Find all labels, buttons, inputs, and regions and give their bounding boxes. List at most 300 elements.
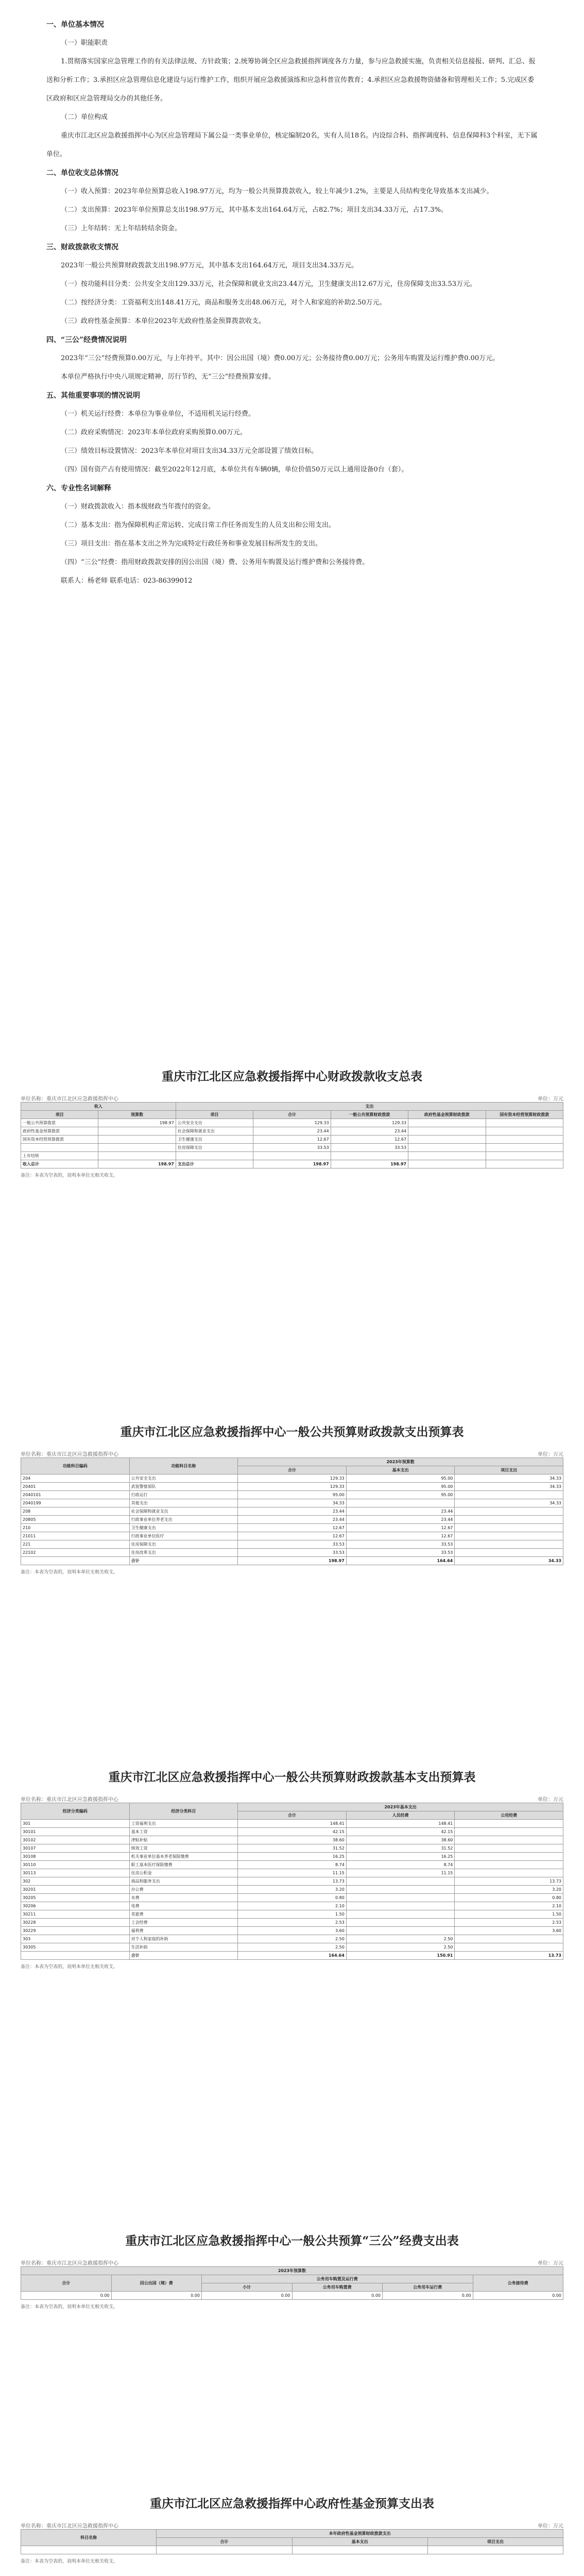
- table-cell: [408, 1119, 486, 1127]
- table-cell: 13.73: [238, 1877, 347, 1886]
- table-cell: 33.53: [238, 1549, 347, 1557]
- column-header: 2023年预算数: [21, 2267, 563, 2275]
- table-cell: 差旅费: [129, 1910, 238, 1919]
- column-header: 经济分类科目: [129, 1803, 238, 1820]
- table-cell: 0.00: [383, 2292, 473, 2300]
- table-cell: 148.41: [346, 1820, 455, 1828]
- table-cell: 30206: [21, 1902, 130, 1910]
- table-cell: 2.50: [346, 1935, 455, 1943]
- column-header: 小计: [202, 2283, 293, 2292]
- table-cell: 一般公共预算拨款: [21, 1119, 98, 1127]
- table-cell: [346, 1877, 455, 1886]
- table-cell: 129.33: [253, 1119, 331, 1127]
- table-cell: [176, 1152, 253, 1160]
- table-cell: 工资福利支出: [129, 1820, 238, 1828]
- table-cell: 社会保障和就业支出: [129, 1507, 238, 1516]
- table-cell: [486, 1127, 563, 1136]
- table-cell: [98, 1144, 176, 1152]
- table-cell: 301: [21, 1820, 130, 1828]
- table-cell: 30211: [21, 1910, 130, 1919]
- table-cell: [346, 1902, 455, 1910]
- paragraph: （四）“三公”经费：指用财政拨款安排的因公出国（境）费、公务用车购置及运行维护费和公务接待费。: [61, 558, 369, 566]
- table-row: [21, 2546, 563, 2554]
- table-cell: 行政事业单位医疗: [129, 1532, 238, 1540]
- table-cell: 8.74: [238, 1861, 347, 1869]
- table-row: [21, 1475, 563, 1483]
- table-cell: 33.53: [253, 1144, 331, 1152]
- column-header: 支出: [176, 1103, 563, 1111]
- section-heading-3: 三、财政拨款收支情况: [46, 243, 118, 251]
- table-note: 备注：本表为空表的，说明本单位无相关收支。: [21, 1964, 118, 1970]
- table-cell: 23.44: [331, 1127, 408, 1136]
- table-row: [21, 1861, 563, 1869]
- table-cell: 11.15: [238, 1869, 347, 1877]
- column-header: 公务用车运行费: [383, 2283, 473, 2292]
- table-cell: 129.33: [238, 1483, 347, 1491]
- table-cell: 20805: [21, 1516, 130, 1524]
- table-cell: 198.97: [98, 1160, 176, 1168]
- table-cell: 16.25: [238, 1853, 347, 1861]
- table-row: [21, 1144, 563, 1152]
- column-header: 合计: [238, 1466, 347, 1475]
- table-row: [21, 1919, 563, 1927]
- column-header: 合计: [238, 1811, 347, 1820]
- table-row: [21, 1935, 563, 1943]
- money-unit: 单位：万元: [538, 1452, 563, 1458]
- table-cell: 16.25: [346, 1853, 455, 1861]
- table-cell: 38.60: [346, 1836, 455, 1844]
- table-cell: 302: [21, 1877, 130, 1886]
- unit-label: 单位名称：重庆市江北区应急救援指挥中心: [21, 2523, 118, 2529]
- table-cell: 30101: [21, 1828, 130, 1836]
- table-cell: 机关事业单位基本养老保险缴费: [129, 1853, 238, 1861]
- table-row: [21, 1524, 563, 1532]
- table-title: 重庆市江北区应急救援指挥中心财政拨款收支总表: [162, 1070, 422, 1083]
- table-cell: 0.00: [111, 2292, 202, 2300]
- table-cell: [408, 1127, 486, 1136]
- table-cell: [455, 1861, 563, 1869]
- table-cell: 武装警察部队: [129, 1483, 238, 1491]
- table-cell: [455, 1853, 563, 1861]
- table-cell: 商品和服务支出: [129, 1877, 238, 1886]
- data-table: [21, 1102, 563, 1168]
- table-cell: 34.33: [455, 1475, 563, 1483]
- total-row: [21, 1557, 563, 1565]
- table-cell: 30305: [21, 1943, 130, 1952]
- table-cell: 0.00: [292, 2292, 383, 2300]
- table-cell: 210: [21, 1524, 130, 1532]
- table-cell: 23.44: [253, 1127, 331, 1136]
- table-row: [21, 1910, 563, 1919]
- table-cell: 33.53: [331, 1144, 408, 1152]
- paragraph: （一）财政拨款收入：指本级财政当年拨付的资金。: [61, 503, 215, 511]
- paragraph: 重庆市江北区应急救援指挥中心为区应急管理局下属公益一类事业单位，核定编制20名，实有人员18名。内设综合科、指挥调度科、信息保障科3个科室，无下属单位。: [46, 132, 538, 158]
- table-cell: 0.00: [202, 2292, 293, 2300]
- table-cell: [455, 1540, 563, 1549]
- column-header: 项目支出: [455, 1466, 563, 1475]
- table-cell: [455, 1507, 563, 1516]
- table-cell: 30205: [21, 1894, 130, 1902]
- table-cell: 30201: [21, 1886, 130, 1894]
- table-cell: [455, 1844, 563, 1853]
- column-header: 预算数: [98, 1111, 176, 1119]
- unit-label: 单位名称：重庆市江北区应急救援指挥中心: [21, 1452, 118, 1458]
- table-cell: 住房公积金: [129, 1869, 238, 1877]
- table-cell: 政府性基金预算拨款: [21, 1127, 98, 1136]
- table-cell: 职工基本医疗保险缴费: [129, 1861, 238, 1869]
- table-cell: 12.67: [238, 1532, 347, 1540]
- column-header: 公务接待费: [473, 2275, 563, 2292]
- table-cell: 30102: [21, 1836, 130, 1844]
- table-cell: [455, 1491, 563, 1499]
- table-cell: 22102: [21, 1549, 130, 1557]
- table-cell: 30228: [21, 1919, 130, 1927]
- column-header: 合计: [157, 2538, 292, 2546]
- table-cell: 0.00: [21, 2292, 112, 2300]
- table-cell: [346, 1499, 455, 1507]
- table-cell: [98, 1127, 176, 1136]
- table-row: [21, 1483, 563, 1491]
- column-header: 功能科目编码: [21, 1458, 130, 1475]
- table-cell: 行政事业单位养老支出: [129, 1516, 238, 1524]
- column-header: 公用经费: [455, 1811, 563, 1820]
- paragraph: 2023年“三公”经费预算0.00万元，与上年持平。其中：因公出国（境）费0.00万元；公务接待费0.00万元；公务用车购置及运行维护费0.00万元。: [61, 354, 500, 362]
- table-row: [21, 1532, 563, 1540]
- table-cell: 0.80: [455, 1894, 563, 1902]
- column-header: 一般公共预算财政拨款: [331, 1111, 408, 1119]
- table-cell: 2.10: [455, 1902, 563, 1910]
- table-cell: 95.00: [346, 1475, 455, 1483]
- table-cell: 住房保障支出: [129, 1540, 238, 1549]
- column-header: 因公出国（境）费: [111, 2275, 202, 2292]
- table-cell: 23.44: [346, 1507, 455, 1516]
- table-row: [21, 1491, 563, 1499]
- table-cell: 社会保障和就业支出: [176, 1127, 253, 1136]
- table-cell: [455, 1516, 563, 1524]
- table-cell: 行政运行: [129, 1491, 238, 1499]
- table-cell: [408, 1144, 486, 1152]
- table-cell: [427, 2546, 563, 2554]
- table-row: [21, 1127, 563, 1136]
- table-cell: 95.00: [346, 1483, 455, 1491]
- table-row: [21, 1828, 563, 1836]
- section-heading-5: 五、其他重要事项的情况说明: [46, 392, 140, 400]
- table-cell: [346, 1910, 455, 1919]
- table-cell: 住房改革支出: [129, 1549, 238, 1557]
- table-cell: 95.00: [346, 1491, 455, 1499]
- table-cell: 1.50: [238, 1910, 347, 1919]
- narrative-text: [46, 15, 541, 590]
- column-header: 合计: [253, 1111, 331, 1119]
- column-header: 项目: [21, 1111, 98, 1119]
- table-cell: [346, 1886, 455, 1894]
- table-cell: 8.74: [346, 1861, 455, 1869]
- table-cell: [455, 1549, 563, 1557]
- table-cell: [455, 1820, 563, 1828]
- table-cell: [331, 1152, 408, 1160]
- table-cell: 住房保障支出: [176, 1144, 253, 1152]
- table-cell: 164.64: [346, 1557, 455, 1565]
- table-cell: 31.52: [238, 1844, 347, 1853]
- table-cell: [455, 1943, 563, 1952]
- unit-label: 单位名称：重庆市江北区应急救援指挥中心: [21, 2261, 118, 2266]
- table-cell: 164.64: [238, 1952, 347, 1960]
- table-row: [21, 1820, 563, 1828]
- table-cell: 基本工资: [129, 1828, 238, 1836]
- unit-label: 单位名称：重庆市江北区应急救援指挥中心: [21, 1096, 118, 1102]
- table-title: 重庆市江北区应急救援指挥中心一般公共预算财政拨款基本支出预算表: [108, 1770, 476, 1784]
- table-cell: 卫生健康支出: [129, 1524, 238, 1532]
- contact-line: 联系人：杨老师 联系电话：023-86399012: [61, 577, 193, 585]
- paragraph: （二）基本支出：指为保障机构正常运转、完成日常工作任务而发生的人员支出和公用支出。: [61, 521, 336, 529]
- data-table: [21, 2266, 563, 2300]
- table-row: [21, 1886, 563, 1894]
- table-cell: 电费: [129, 1902, 238, 1910]
- table-row: [21, 1507, 563, 1516]
- table-row: [21, 1540, 563, 1549]
- data-table: [21, 1803, 563, 1960]
- table-cell: 2.50: [346, 1943, 455, 1952]
- paragraph: （三）项目支出：指在基本支出之外为完成特定行政任务和事业发展目标所发生的支出。: [61, 540, 322, 548]
- table-cell: 2040101: [21, 1491, 130, 1499]
- table-cell: 1.50: [455, 1910, 563, 1919]
- column-header: 项目: [176, 1111, 253, 1119]
- table-note: 备注：本表为空表的，说明本单位无相关收支。: [21, 2304, 118, 2310]
- table-cell: 对个人和家庭的补助: [129, 1935, 238, 1943]
- column-header: 基本支出: [292, 2538, 427, 2546]
- table-cell: 绩效工资: [129, 1844, 238, 1853]
- table-cell: 办公费: [129, 1886, 238, 1894]
- table-cell: 198.97: [238, 1557, 347, 1565]
- table-cell: 208: [21, 1507, 130, 1516]
- table-cell: 工会经费: [129, 1919, 238, 1927]
- table-row: [21, 1516, 563, 1524]
- table-note: 备注：本表为空表的，说明本单位无相关收支。: [21, 2559, 118, 2564]
- table-cell: [455, 1935, 563, 1943]
- column-header: 合计: [21, 2275, 112, 2292]
- section-heading-4: 四、“三公”经费情况说明: [46, 336, 127, 344]
- table-cell: 23.44: [238, 1507, 347, 1516]
- table-cell: 0.00: [473, 2292, 563, 2300]
- column-header: 人员经费: [346, 1811, 455, 1820]
- column-header: 2023年基本支出: [238, 1803, 563, 1811]
- table-cell: 生活补助: [129, 1943, 238, 1952]
- table-cell: [98, 1136, 176, 1144]
- table-row: [21, 1869, 563, 1877]
- table-cell: 3.60: [238, 1927, 347, 1935]
- table-cell: 148.41: [238, 1820, 347, 1828]
- table-cell: [455, 1524, 563, 1532]
- table-cell: 津贴补贴: [129, 1836, 238, 1844]
- table-title: 重庆市江北区应急救援指挥中心一般公共预算财政拨款支出预算表: [120, 1425, 464, 1439]
- table-row: [21, 1902, 563, 1910]
- table-note: 备注：本表为空表的，说明本单位无相关收支。: [21, 1570, 118, 1575]
- table-cell: 2.50: [238, 1935, 347, 1943]
- table-cell: [408, 1160, 486, 1168]
- table-cell: 3.20: [455, 1886, 563, 1894]
- table-cell: 2040199: [21, 1499, 130, 1507]
- table-row: [21, 1836, 563, 1844]
- table-cell: 31.52: [346, 1844, 455, 1853]
- table-cell: 13.73: [455, 1877, 563, 1886]
- table-cell: [455, 1828, 563, 1836]
- table-cell: [455, 1869, 563, 1877]
- sub-heading: （二）单位构成: [61, 113, 108, 121]
- table-cell: 2.53: [455, 1919, 563, 1927]
- paragraph: （二）政府采购情况：2023年本单位政府采购预算0.00万元。: [61, 429, 247, 436]
- paragraph: （二）按经济分类：工资福利支出148.41万元，商品和服务支出48.06万元，对个人和家庭的补助2.50万元。: [61, 299, 386, 307]
- table-cell: 12.67: [238, 1524, 347, 1532]
- table-cell: 2.53: [238, 1919, 347, 1927]
- table-section-2: [21, 1422, 563, 1575]
- table-cell: 卫生健康支出: [176, 1136, 253, 1144]
- money-unit: 单位：万元: [538, 2523, 563, 2529]
- column-header: 公务用车购置费: [292, 2283, 383, 2292]
- table-cell: 国有资本经营预算拨款: [21, 1136, 98, 1144]
- table-row: [21, 1877, 563, 1886]
- paragraph: （二）支出预算：2023年单位预算总支出198.97万元，其中基本支出164.64万元，占82.7%；项目支出34.33万元，占17.3%。: [61, 206, 448, 214]
- table-cell: 198.97: [98, 1119, 176, 1127]
- table-cell: 水费: [129, 1894, 238, 1902]
- money-unit: 单位：万元: [538, 1797, 563, 1803]
- table-cell: [346, 1919, 455, 1927]
- column-header: 基本支出: [346, 1466, 455, 1475]
- table-cell: 13.73: [455, 1952, 563, 1960]
- table-cell: [253, 1152, 331, 1160]
- table-cell: 12.67: [346, 1524, 455, 1532]
- paragraph: （三）上年结转：无上年结转结余资金。: [61, 225, 182, 232]
- table-cell: 33.53: [346, 1540, 455, 1549]
- table-cell: [21, 1144, 98, 1152]
- column-header: 公务用车购置及运行费: [202, 2275, 473, 2283]
- table-cell: 支出总计: [176, 1160, 253, 1168]
- table-cell: [292, 2546, 427, 2554]
- paragraph: （一）机关运行经费：本单位为事业单位，不适用机关运行经费。: [61, 410, 255, 418]
- table-cell: 2.10: [238, 1902, 347, 1910]
- table-cell: [455, 1836, 563, 1844]
- section-heading-2: 二、单位收支总体情况: [46, 169, 118, 177]
- table-note: 备注：本表为空表的，说明本单位无相关收支。: [21, 1173, 118, 1178]
- table-cell: 12.67: [253, 1136, 331, 1144]
- column-header: 国有资本经营预算财政拨款: [486, 1111, 563, 1119]
- table-cell: 198.97: [331, 1160, 408, 1168]
- table-row: [21, 1927, 563, 1935]
- table-cell: 合计: [129, 1557, 238, 1565]
- table-cell: [21, 2546, 157, 2554]
- paragraph: 1.贯彻落实国家应急管理工作的有关法律法规、方针政策；2.统筹协调全区应急救援指挥调度各方力量，参与应急救援实施，负责相关信息接报、研判、汇总、报送和分析工作；3.承担区应急管理信息化建设与运行维护工作，组织开展应急救援演练和应急科普宣传教育；4.承担区应急救援物资储备和管理相关工作；5.完成区委区政府和区应急管理局交办的其他任务。: [46, 58, 536, 103]
- table-cell: 30110: [21, 1861, 130, 1869]
- column-header: 经济分类编码: [21, 1803, 130, 1820]
- table-cell: 150.91: [346, 1952, 455, 1960]
- table-cell: 合计: [129, 1952, 238, 1960]
- paragraph: （三）政府性基金预算：本单位2023年无政府性基金预算拨款收支。: [61, 317, 266, 325]
- table-row: [21, 1853, 563, 1861]
- table-title: 重庆市江北区应急救援指挥中心一般公共预算“三公”经费支出表: [125, 2234, 459, 2248]
- table-cell: 收入总计: [21, 1160, 98, 1168]
- table-cell: 303: [21, 1935, 130, 1943]
- table-cell: 95.00: [238, 1491, 347, 1499]
- table-cell: [98, 1152, 176, 1160]
- section-heading-1: 一、单位基本情况: [46, 21, 104, 29]
- table-section-1: [21, 1066, 563, 1178]
- table-cell: [486, 1144, 563, 1152]
- total-row: [21, 1160, 563, 1168]
- table-cell: [21, 1557, 130, 1565]
- table-cell: 3.60: [455, 1927, 563, 1935]
- table-cell: 公共安全支出: [129, 1475, 238, 1483]
- table-cell: 30107: [21, 1844, 130, 1853]
- table-cell: 21011: [21, 1532, 130, 1540]
- paragraph: （三）绩效目标设置情况：2023年本单位对项目支出34.33万元全部设置了绩效目标。: [61, 447, 318, 455]
- table-cell: 2.50: [238, 1943, 347, 1952]
- paragraph: （一）收入预算：2023年单位预算总收入198.97万元，均为一般公共预算拨款收入，较上年减少1.2%，主要是人员结构变化导致基本支出减少。: [61, 188, 493, 195]
- table-cell: 34.33: [238, 1499, 347, 1507]
- table-cell: 33.53: [238, 1540, 347, 1549]
- column-header: 项目支出: [427, 2538, 563, 2546]
- column-header: 收入: [21, 1103, 176, 1111]
- table-cell: 福利费: [129, 1927, 238, 1935]
- table-row: [21, 1152, 563, 1160]
- paragraph: （四）国有资产占有使用情况：截至2022年12月底，本单位共有车辆0辆，单位价值50万元以上通用设备0台（套）。: [61, 466, 408, 473]
- table-cell: 23.44: [346, 1516, 455, 1524]
- table-section-4: [21, 2231, 563, 2310]
- table-cell: [408, 1152, 486, 1160]
- table-cell: 34.33: [455, 1499, 563, 1507]
- table-row: [21, 1119, 563, 1127]
- table-cell: [486, 1136, 563, 1144]
- table-cell: 33.53: [346, 1549, 455, 1557]
- money-unit: 单位：万元: [538, 2261, 563, 2266]
- table-cell: 30113: [21, 1869, 130, 1877]
- table-row: [21, 1943, 563, 1952]
- column-header: 2023年预算数: [238, 1458, 563, 1466]
- table-cell: [455, 1532, 563, 1540]
- table-cell: [486, 1152, 563, 1160]
- table-row: [21, 1549, 563, 1557]
- data-table: [21, 1458, 563, 1565]
- table-cell: 公共安全支出: [176, 1119, 253, 1127]
- table-cell: 11.15: [346, 1869, 455, 1877]
- table-cell: 204: [21, 1475, 130, 1483]
- column-header: 功能科目名称: [129, 1458, 238, 1475]
- table-cell: 0.80: [238, 1894, 347, 1902]
- table-cell: 42.15: [346, 1828, 455, 1836]
- table-cell: 129.33: [331, 1119, 408, 1127]
- table-cell: [157, 2546, 292, 2554]
- table-cell: 23.44: [238, 1516, 347, 1524]
- column-header: 本年政府性基金预算财政拨款支出: [157, 2530, 563, 2538]
- table-cell: 12.67: [331, 1136, 408, 1144]
- paragraph: 2023年一般公共预算财政拨款支出198.97万元，其中基本支出164.64万元，项目支出34.33万元。: [61, 262, 358, 269]
- section-heading-6: 六、专业性名词解释: [46, 484, 111, 493]
- table-cell: [408, 1136, 486, 1144]
- money-unit: 单位：万元: [538, 1096, 563, 1102]
- table-cell: [486, 1160, 563, 1168]
- table-cell: 42.15: [238, 1828, 347, 1836]
- table-cell: [346, 1894, 455, 1902]
- table-row: [21, 2292, 563, 2300]
- table-cell: 上年结转: [21, 1152, 98, 1160]
- table-cell: [346, 1927, 455, 1935]
- column-header: 政府性基金预算财政拨款: [408, 1111, 486, 1119]
- table-cell: 30229: [21, 1927, 130, 1935]
- table-cell: 30108: [21, 1853, 130, 1861]
- table-cell: 3.20: [238, 1886, 347, 1894]
- sub-heading: （一）职能职责: [61, 39, 108, 47]
- table-section-5: [21, 2494, 563, 2564]
- data-table: [21, 2529, 563, 2554]
- table-cell: 129.33: [238, 1475, 347, 1483]
